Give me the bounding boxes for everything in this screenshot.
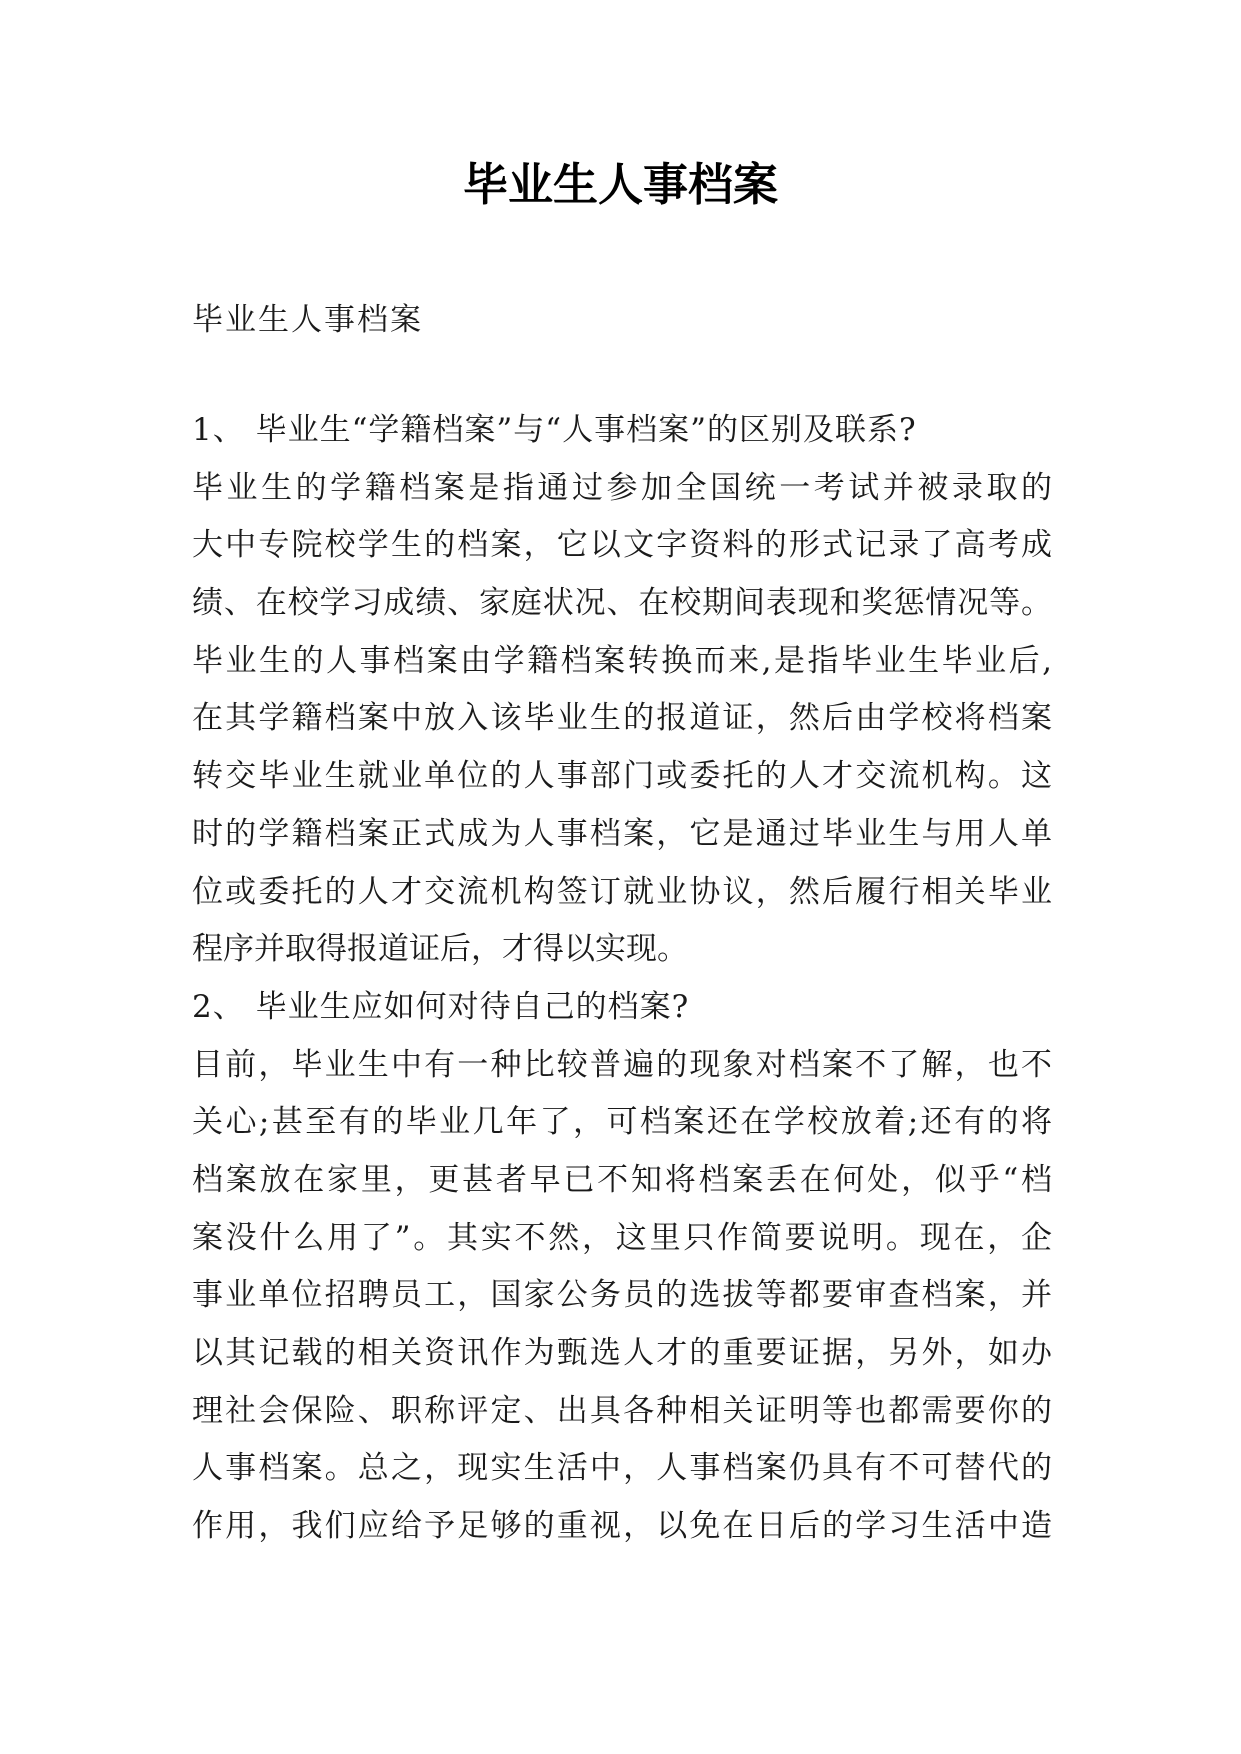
document-title: 毕业生人事档案 — [462, 158, 778, 211]
section-heading: 1、 毕业生“学籍档案”与“人事档案”的区别及联系? — [192, 412, 917, 448]
body-line: 大中专院校学生的档案，它以文字资料的形式记录了高考成 — [192, 527, 1052, 564]
body-line: 在其学籍档案中放入该毕业生的报道证，然后由学校将档案 — [192, 700, 1052, 737]
document-subtitle: 毕业生人事档案 — [192, 302, 423, 338]
body-line: 毕业生的人事档案由学籍档案转换而来,是指毕业生毕业后, — [192, 642, 1052, 679]
body-line: 作用，我们应给予足够的重视，以免在日后的学习生活中造 — [192, 1508, 1052, 1545]
body-line: 毕业生的学籍档案是指通过参加全国统一考试并被录取的 — [192, 469, 1052, 506]
document-body — [192, 402, 1052, 1556]
body-line: 以其记载的相关资讯作为甄选人才的重要证据，另外，如办 — [192, 1335, 1052, 1371]
body-line: 事业单位招聘员工，国家公务员的选拔等都要审查档案，并 — [192, 1277, 1052, 1314]
body-line: 目前，毕业生中有一种比较普遍的现象对档案不了解，也不 — [192, 1046, 1052, 1083]
body-line: 档案放在家里，更甚者早已不知将档案丢在何处，似乎“档 — [192, 1161, 1052, 1198]
body-line: 案没什么用了”。其实不然，这里只作简要说明。现在，企 — [192, 1219, 1052, 1256]
body-line: 关心;甚至有的毕业几年了，可档案还在学校放着;还有的将 — [192, 1104, 1052, 1141]
body-line: 人事档案。总之，现实生活中，人事档案仍具有不可替代的 — [192, 1450, 1052, 1487]
body-line: 理社会保险、职称评定、出具各种相关证明等也都需要你的 — [192, 1392, 1052, 1429]
body-line: 时的学籍档案正式成为人事档案，它是通过毕业生与用人单 — [192, 815, 1052, 852]
body-line: 位或委托的人才交流机构签订就业协议，然后履行相关毕业 — [192, 873, 1052, 910]
body-line: 程序并取得报道证后，才得以实现。 — [192, 931, 688, 968]
section-heading: 2、 毕业生应如何对待自己的档案? — [192, 988, 690, 1025]
body-line: 转交毕业生就业单位的人事部门或委托的人才交流机构。这 — [192, 758, 1052, 795]
body-line: 绩、在校学习成绩、家庭状况、在校期间表现和奖惩情况等。 — [192, 585, 1052, 622]
